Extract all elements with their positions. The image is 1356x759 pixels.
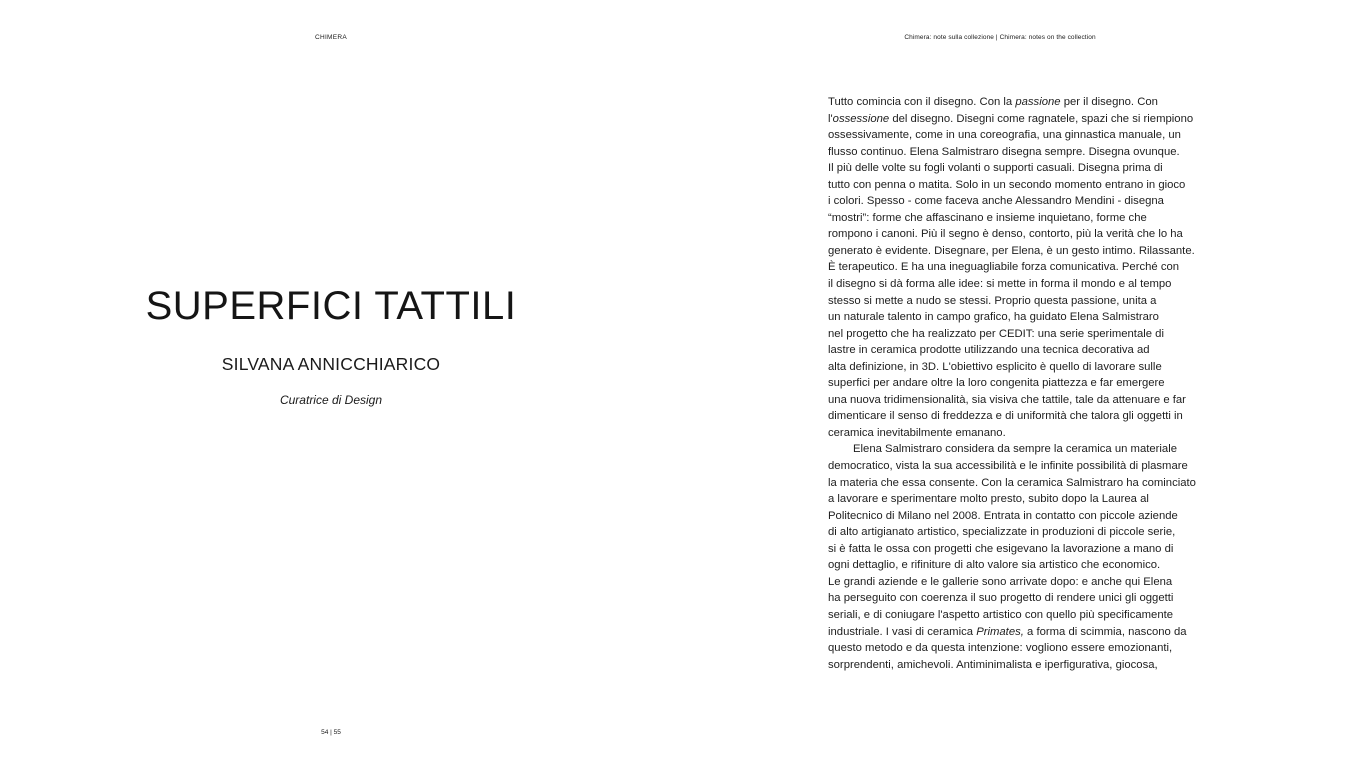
body-text-run: generato è evidente. Disegnare, per Elena, è un gesto intimo. Rilassante. <box>828 244 1195 257</box>
body-text-run: ceramica inevitabilmente emanano. <box>828 426 1006 439</box>
body-line <box>828 491 1228 508</box>
body-text-run: rompono i canoni. Più il segno è denso, contorto, più la verità che lo ha <box>828 228 1183 241</box>
body-text-run: superfici per andare oltre la loro congenita piattezza e far emergere <box>828 377 1165 390</box>
body-text-run: l' <box>828 112 833 125</box>
body-text-run: Elena Salmistraro considera da sempre la ceramica un materiale <box>853 443 1177 456</box>
body-text-run: democratico, vista la sua accessibilità e le infinite possibilità di plasmare <box>828 460 1188 473</box>
author-role: Curatrice di Design <box>279 393 383 407</box>
body-text-run: “mostri”: forme che affascinano e insieme inquietano, forme che <box>828 211 1147 224</box>
body-text-run: si è fatta le ossa con progetti che esigevano la lavorazione a mano di <box>828 542 1174 555</box>
body-text-run: la materia che essa consente. Con la ceramica Salmistraro ha cominciato <box>828 476 1196 489</box>
body-line <box>828 309 1228 326</box>
body-text-run: tutto con penna o matita. Solo in un secondo momento entrano in gioco <box>828 178 1186 191</box>
article-title: SUPERFICI TATTILI <box>145 284 517 328</box>
body-line <box>828 574 1228 591</box>
body-line <box>828 657 1228 674</box>
body-line <box>828 94 1228 111</box>
body-text-run: dimenticare il senso di freddezza e di uniformità che talora gli oggetti in <box>828 410 1183 423</box>
body-line <box>828 541 1228 558</box>
body-text-run: ossessivamente, come in una coreografia, una ginnastica manuale, un <box>828 129 1181 142</box>
body-text-run: i colori. Spesso - come faceva anche Alessandro Mendini - disegna <box>828 195 1164 208</box>
body-line <box>828 243 1228 260</box>
body-line <box>828 640 1228 657</box>
body-text-run: Politecnico di Milano nel 2008. Entrata in contatto con piccole aziende <box>828 509 1178 522</box>
body-text-run: a lavorare e sperimentare molto presto, subito dopo la Laurea al <box>828 493 1149 506</box>
body-line <box>828 590 1228 607</box>
body-line <box>828 624 1228 641</box>
body-line <box>828 508 1228 525</box>
body-line <box>828 375 1228 392</box>
body-line <box>828 524 1228 541</box>
body-text-run: seriali, e di coniugare l'aspetto artistico con quello più specificamente <box>828 608 1174 621</box>
body-line <box>828 326 1228 343</box>
body-text-run: ogni dettaglio, e rifiniture di alto valore sia artistico che economico. <box>828 559 1161 572</box>
body-text-run: flusso continuo. Elena Salmistraro disegna sempre. Disegna ovunque. <box>828 145 1180 158</box>
body-text-run: a forma di scimmia, nascono da <box>1023 625 1187 638</box>
body-text-run: di alto artigianato artistico, specializzate in produzioni di piccole serie, <box>828 526 1176 539</box>
body-line <box>828 425 1228 442</box>
body-text-italic: Primates, <box>976 625 1024 638</box>
body-line <box>828 475 1228 492</box>
body-text <box>828 94 1228 673</box>
body-line <box>828 177 1228 194</box>
body-line <box>828 276 1228 293</box>
body-line <box>828 210 1228 227</box>
body-line <box>828 441 1228 458</box>
running-head-right: Chimera: note sulla collezione | Chimera: notes on the collection <box>904 34 1096 41</box>
body-text-run: una nuova tridimensionalità, sia visiva che tattile, tale da attenuare e far <box>828 393 1186 406</box>
body-text-run: stesso si mette a nudo se stessi. Proprio questa passione, unita a <box>828 294 1157 307</box>
body-text-run: questo metodo e da questa intenzione: vogliono essere emozionanti, <box>828 642 1173 655</box>
body-line <box>828 293 1228 310</box>
body-line <box>828 259 1228 276</box>
body-line <box>828 458 1228 475</box>
body-text-run: È terapeutico. E ha una ineguagliabile forza comunicativa. Perché con <box>828 261 1180 274</box>
body-line <box>828 557 1228 574</box>
body-line <box>828 392 1228 409</box>
body-text-run: alta definizione, in 3D. L'obiettivo esplicito è quello di lavorare sulle <box>828 360 1162 373</box>
body-line <box>828 342 1228 359</box>
body-line <box>828 607 1228 624</box>
body-text-run: il disegno si dà forma alle idee: si mette in forma il mondo e al tempo <box>828 278 1172 291</box>
page-numbers: 54 | 55 <box>321 729 341 736</box>
body-text-run: Il più delle volte su fogli volanti o supporti casuali. Disegna prima di <box>828 162 1163 175</box>
body-line <box>828 193 1228 210</box>
body-text-run: Le grandi aziende e le gallerie sono arrivate dopo: e anche qui Elena <box>828 575 1173 588</box>
body-text-run: nel progetto che ha realizzato per CEDIT: una serie sperimentale di <box>828 327 1164 340</box>
body-text-run: per il disegno. Con <box>1060 96 1158 108</box>
body-line <box>828 226 1228 243</box>
body-line <box>828 359 1228 376</box>
body-line <box>828 127 1228 144</box>
body-line <box>828 160 1228 177</box>
author-name: SILVANA ANNICCHIARICO <box>221 354 441 374</box>
body-text-run: lastre in ceramica prodotte utilizzando una tecnica decorativa ad <box>828 344 1150 357</box>
body-text-italic: ossessione <box>832 112 890 125</box>
body-text-run: ha perseguito con coerenza il suo progetto di rendere unici gli oggetti <box>828 592 1174 605</box>
body-text-run: del disegno. Disegni come ragnatele, spazi che si riempiono <box>889 112 1194 125</box>
body-line <box>828 408 1228 425</box>
body-text-run: un naturale talento in campo grafico, ha guidato Elena Salmistraro <box>828 311 1159 324</box>
body-line <box>828 111 1228 128</box>
body-text-run: sorprendenti, amichevoli. Antiminimalista e iperfigurativa, giocosa, <box>828 658 1158 671</box>
body-text-italic: passione <box>1015 96 1061 108</box>
running-head-left: CHIMERA <box>314 34 348 41</box>
body-text-run: Tutto comincia con il disegno. Con la <box>828 96 1016 108</box>
body-text-run: industriale. I vasi di ceramica <box>828 625 977 638</box>
body-line <box>828 144 1228 161</box>
